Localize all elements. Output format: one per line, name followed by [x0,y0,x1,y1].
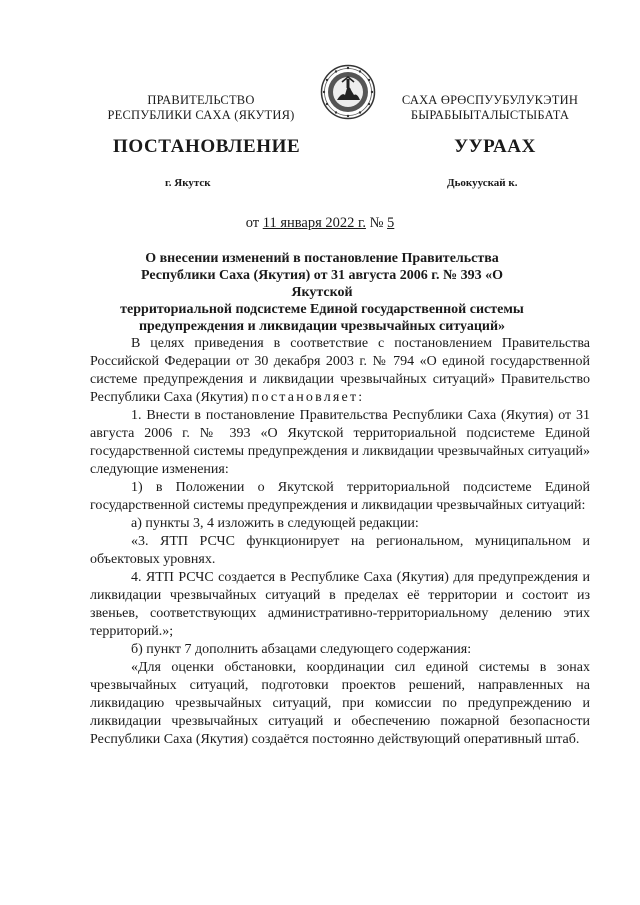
heading-line: О внесении изменений в постановление Правительства [145,251,499,266]
paragraph: «3. ЯТП РСЧС функционирует на региональном, муниципальном и объектовых уровнях. [90,534,590,567]
city-sakha: Дьокуускай к. [447,177,518,189]
heading-line: территориальной подсистеме Единой государственной системы [120,302,524,317]
preamble-text: В целях приведения в соответствие с постановлением Правительства Российской Федерации от 30 декабря 2003 г. № 794 «О единой государственной системе предупреждения и ликвидации чрезвычайных ситуаций» Правительство Республики Саха (Якутия) [90,336,590,405]
resolves-word: постановляет: [251,390,365,405]
issuer-sakha-line2: БЫРАБЫЫТАЛЫСТЫБАТА [410,108,570,122]
document-number: 5 [387,215,395,231]
document-body [90,335,590,749]
coat-of-arms-emblem [320,64,376,120]
paragraph: б) пункт 7 дополнить абзацами следующего содержания: [131,642,472,657]
date-prefix: от [245,215,260,231]
paragraph: «Для оценки обстановки, координации сил единой системы в зонах чрезвычайных ситуаций, подготовки проектов решений, направленных на ликвидацию чрезвычайных ситуаций, при комиссии по предупреждению и ликвидации чрезвычайных ситуаций и обеспечению пожарной безопасности Республики Саха (Якутия) создаётся постоянно действующий оперативный штаб. [90,660,590,747]
document-heading [112,250,532,335]
heading-line: Республики Саха (Якутия) от 31 августа 2006 г. № 393 «О Якутской [141,268,503,300]
number-sign: № [369,215,384,231]
issuer-sakha-line1: САХА ӨРӨСПУУБУЛУКЭТИН [401,93,579,107]
paragraph: а) пункты 3, 4 изложить в следующей редакции: [131,516,419,531]
date-and-number [0,215,640,232]
date-value: 11 января 2022 г. [262,215,366,231]
paragraph: 1. Внести в постановление Правительства Республики Саха (Якутия) от 31 августа 2006 г. № 393 «О Якутской территориальной подсистеме Единой государственной системы предупреждения и ликвидации чрезвычайных ситуаций» следующие изменения: [90,408,590,477]
issuer-ru [96,93,306,123]
paragraph: 4. ЯТП РСЧС создается в Республике Саха (Якутия) для предупреждения и ликвидации чрезвычайных ситуаций в пределах её территории и состоит из звеньев, соответствующих административно-территориальному делению этих территорий.»; [90,570,590,639]
city-ru: г. Якутск [165,177,211,189]
issuer-ru-line2: РЕСПУБЛИКИ САХА (ЯКУТИЯ) [107,108,295,122]
preamble-paragraph [90,335,590,407]
paragraph: 1) в Положении о Якутской территориальной подсистеме Единой государственной системы предупреждения и ликвидации чрезвычайных ситуаций: [90,480,590,513]
issuer-sakha [385,93,595,123]
issuer-ru-line1: ПРАВИТЕЛЬСТВО [147,93,255,107]
heading-line: предупреждения и ликвидации чрезвычайных ситуаций» [138,319,506,334]
doc-type-sakha: УУРААХ [454,136,536,157]
doc-type-ru: ПОСТАНОВЛЕНИЕ [113,136,301,157]
